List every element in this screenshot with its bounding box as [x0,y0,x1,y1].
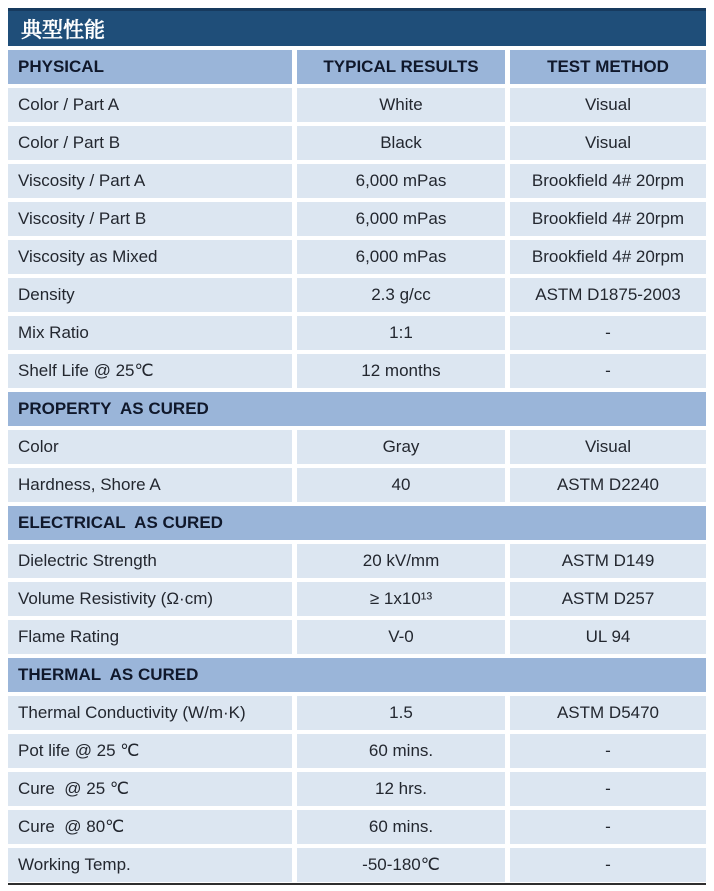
typical-result-cell: 60 mins. [297,734,505,768]
page-title: 典型性能 [21,18,105,42]
property-name-cell: Hardness, Shore A [8,468,292,502]
typical-result-cell: 1.5 [297,696,505,730]
property-name-cell: Color / Part B [8,126,292,160]
properties-table [8,50,706,882]
test-method-cell: ASTM D5470 [510,696,706,730]
test-method-cell: ASTM D2240 [510,468,706,502]
typical-result-cell: ≥ 1x10¹³ [297,582,505,616]
property-name-cell: Working Temp. [8,848,292,882]
typical-result-cell: 60 mins. [297,810,505,844]
column-header-physical: PHYSICAL [8,50,292,84]
property-name-cell: Pot life @ 25 ℃ [8,734,292,768]
typical-result-cell: -50-180℃ [297,848,505,882]
typical-result-cell: 6,000 mPas [297,164,505,198]
property-name-cell: Density [8,278,292,312]
column-header-typical-results: TYPICAL RESULTS [297,50,505,84]
test-method-cell: - [510,848,706,882]
typical-result-cell: White [297,88,505,122]
test-method-cell: Visual [510,88,706,122]
test-method-cell: - [510,354,706,388]
property-name-cell: Viscosity / Part B [8,202,292,236]
typical-result-cell: 6,000 mPas [297,202,505,236]
typical-result-cell: 2.3 g/cc [297,278,505,312]
typical-result-cell: 40 [297,468,505,502]
typical-result-cell: 20 kV/mm [297,544,505,578]
typical-result-cell: Gray [297,430,505,464]
typical-result-cell: 12 months [297,354,505,388]
test-method-cell: ASTM D257 [510,582,706,616]
test-method-cell: - [510,316,706,350]
typical-result-cell: 12 hrs. [297,772,505,806]
test-method-cell: Visual [510,430,706,464]
typical-result-cell: V-0 [297,620,505,654]
test-method-cell: Brookfield 4# 20rpm [510,202,706,236]
test-method-cell: - [510,734,706,768]
section-header: PROPERTY AS CURED [8,392,706,426]
test-method-cell: ASTM D149 [510,544,706,578]
typical-result-cell: Black [297,126,505,160]
property-name-cell: Viscosity / Part A [8,164,292,198]
property-name-cell: Color [8,430,292,464]
property-name-cell: Color / Part A [8,88,292,122]
column-header-test-method: TEST METHOD [510,50,706,84]
test-method-cell: Visual [510,126,706,160]
section-title-bar [8,8,706,46]
property-name-cell: Dielectric Strength [8,544,292,578]
property-name-cell: Flame Rating [8,620,292,654]
section-header: THERMAL AS CURED [8,658,706,692]
page-bottom-rule [8,883,706,885]
test-method-cell: Brookfield 4# 20rpm [510,240,706,274]
property-name-cell: Cure @ 25 ℃ [8,772,292,806]
property-name-cell: Cure @ 80℃ [8,810,292,844]
test-method-cell: Brookfield 4# 20rpm [510,164,706,198]
property-name-cell: Volume Resistivity (Ω·cm) [8,582,292,616]
property-name-cell: Mix Ratio [8,316,292,350]
section-header: ELECTRICAL AS CURED [8,506,706,540]
typical-result-cell: 1:1 [297,316,505,350]
typical-result-cell: 6,000 mPas [297,240,505,274]
test-method-cell: UL 94 [510,620,706,654]
test-method-cell: - [510,810,706,844]
property-name-cell: Viscosity as Mixed [8,240,292,274]
property-name-cell: Shelf Life @ 25℃ [8,354,292,388]
property-name-cell: Thermal Conductivity (W/m·K) [8,696,292,730]
test-method-cell: ASTM D1875-2003 [510,278,706,312]
test-method-cell: - [510,772,706,806]
